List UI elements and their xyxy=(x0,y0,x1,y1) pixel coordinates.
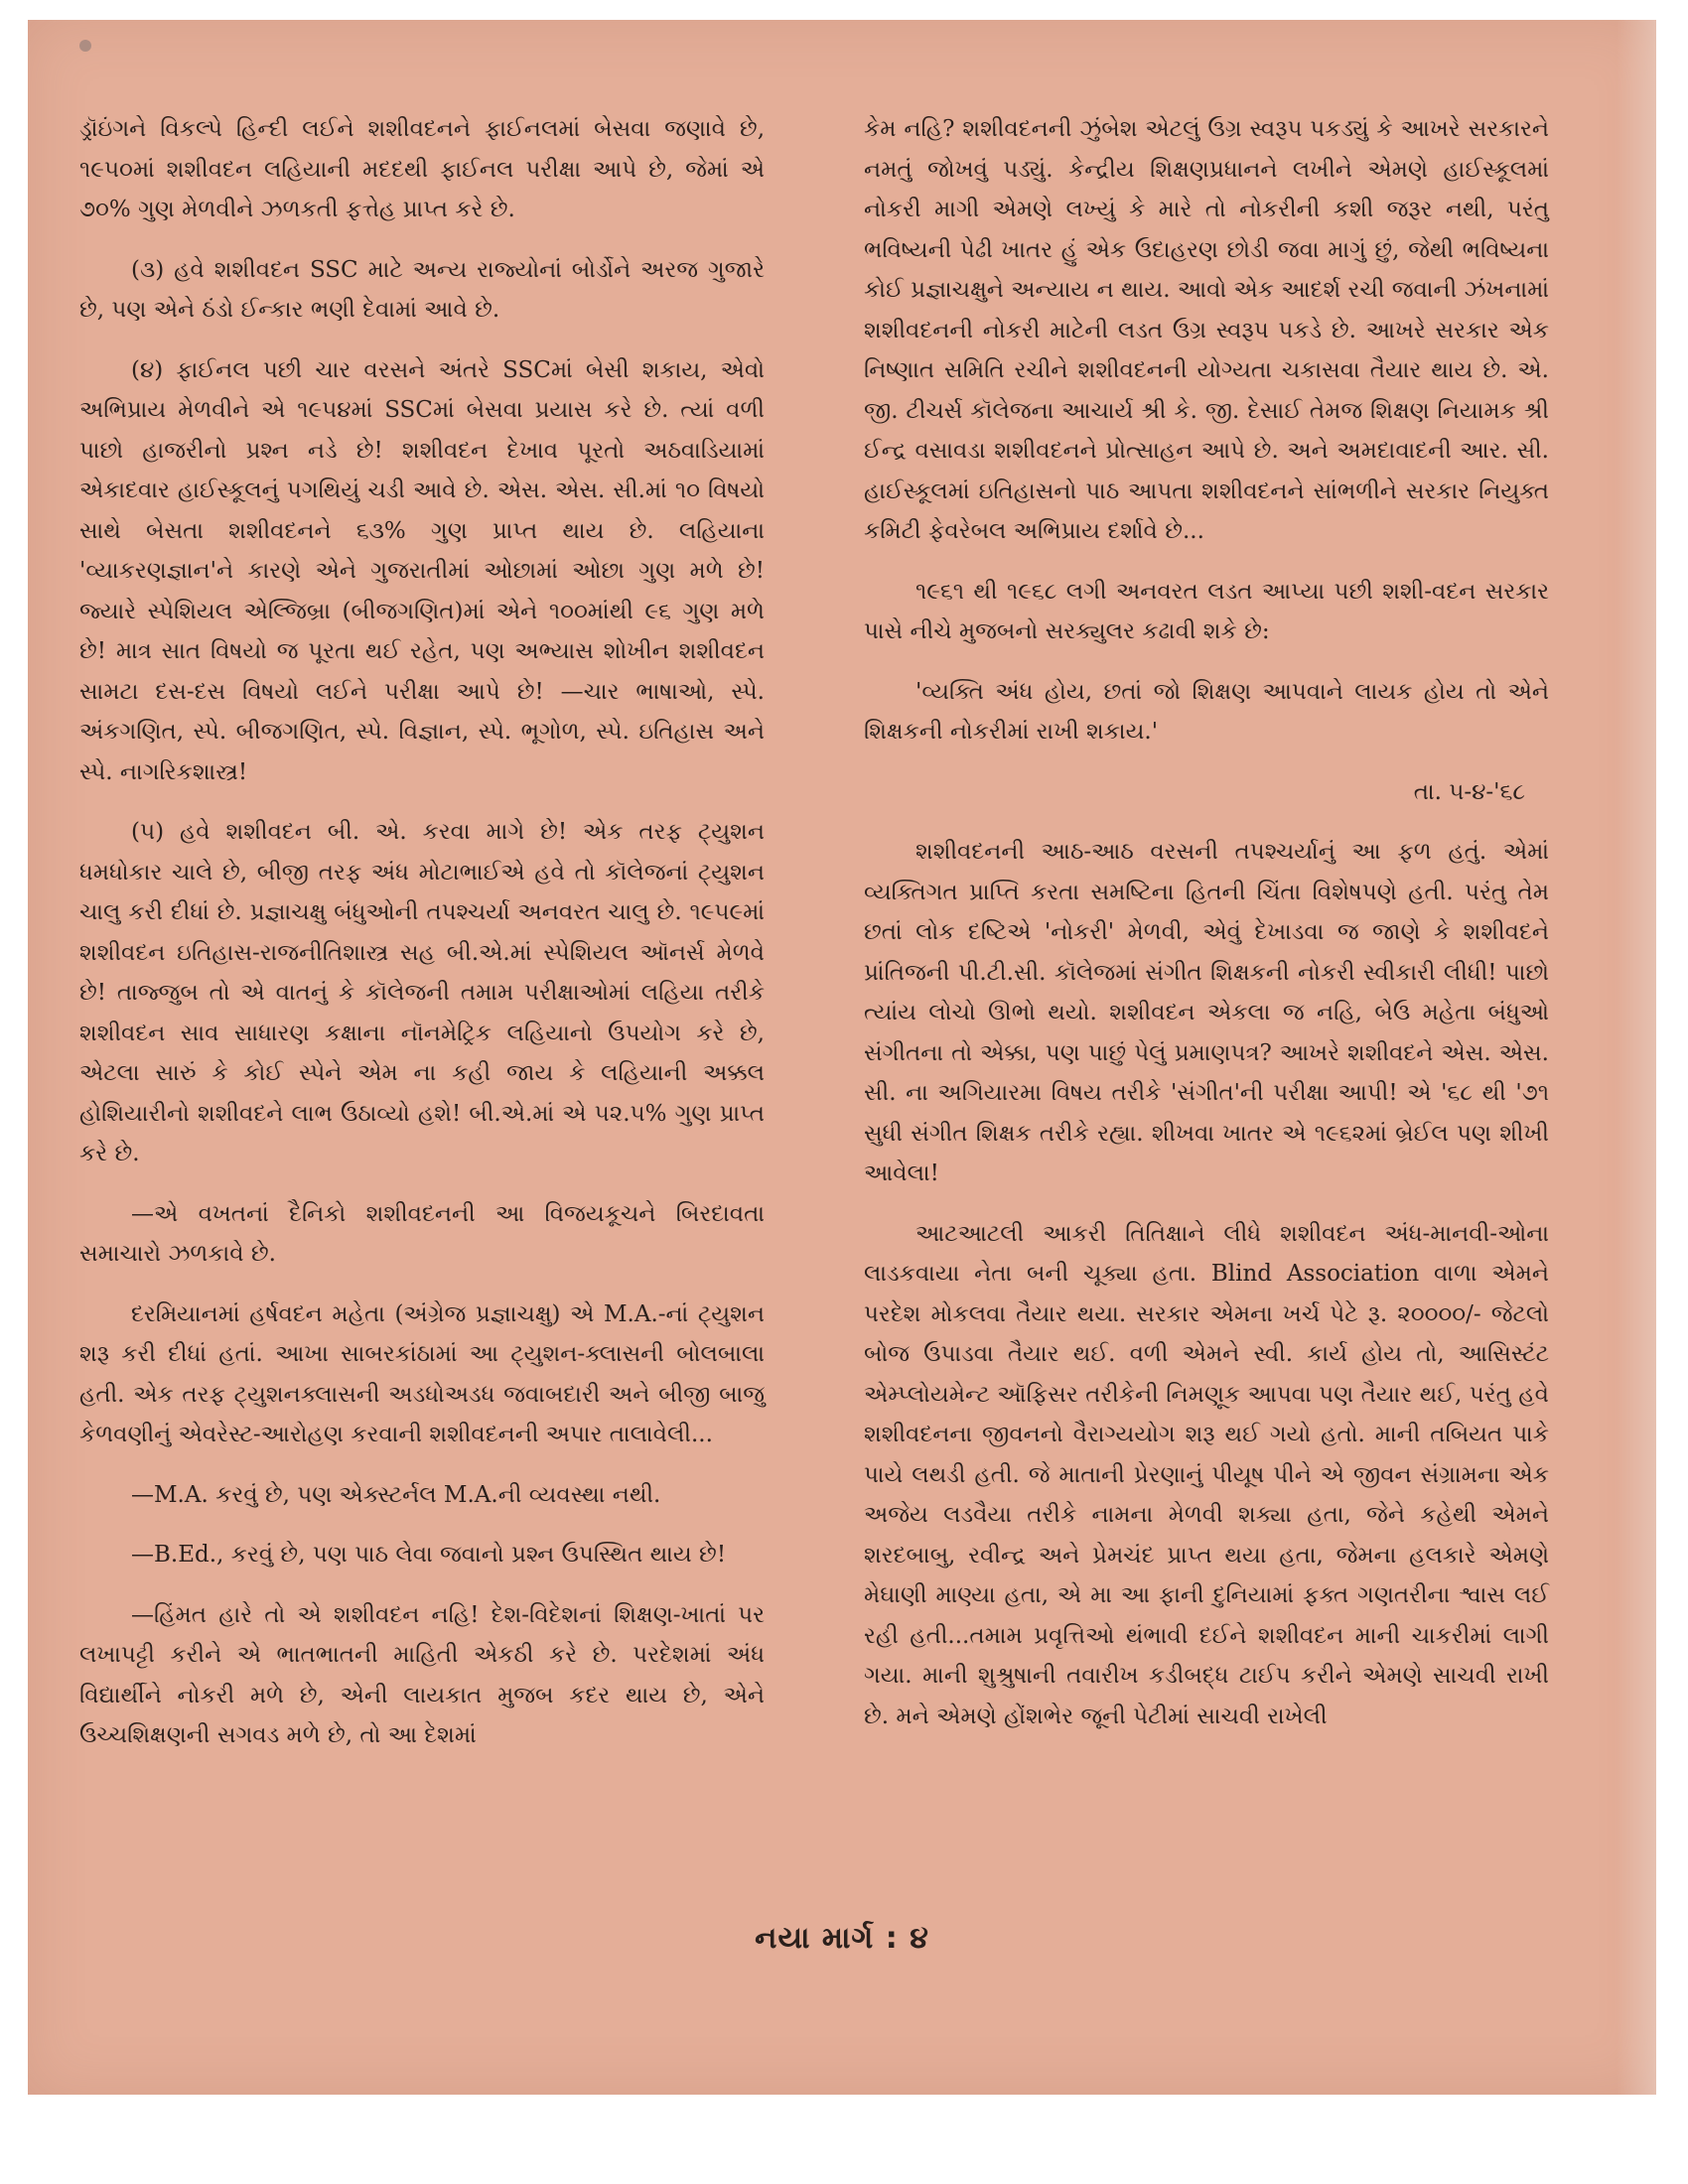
left-paragraph-3: (૪) ફાઈનલ પછી ચાર વરસને અંતરે SSCમાં બેસી શકાય, એવો અભિપ્રાય મેળવીને એ ૧૯૫૪માં SSCમાં બેસવા પ્રયાસ કરે છે. ત્યાં વળી પાછો હાજરીનો પ્રશ્ન નડે છે! શશીવદન દેખાવ પૂરતો અઠવાડિયામાં એકાદવાર હાઈસ્કૂલનું પગથિયું ચડી આવે છે. એસ. એસ. સી.માં ૧૦ વિષયો સાથે બેસતા શશીવદનને ૬૩% ગુણ પ્રાપ્ત થાય છે. લહિયાના 'વ્યાકરણજ્ઞાન'ને કારણે એને ગુજરાતીમાં ઓછામાં ઓછા ગુણ મળે છે! જ્યારે સ્પેશિયલ એલ્જિબ્રા (બીજગણિત)માં એને ૧૦૦માંથી ૯૬ ગુણ મળે છે! માત્ર સાત વિષયો જ પૂરતા થઈ રહેત, પણ અભ્યાસ શોખીન શશીવદન સામટા દસ-દસ વિષયો લઈને પરીક્ષા આપે છે! —ચાર ભાષાઓ, સ્પે. અંકગણિત, સ્પે. બીજગણિત, સ્પે. વિજ્ઞાન, સ્પે. ભૂગોળ, સ્પે. ઇતિહાસ અને સ્પે. નાગરિકશાસ્ત્ર! xyxy=(79,356,765,785)
right-paragraph-5: શશીવદનની આઠ-આઠ વરસની તપશ્ચર્યાનું આ ફળ હતું. એમાં વ્યક્તિગત પ્રાપ્તિ કરતા સમષ્ટિના હિતની ચિંતા વિશેષપણે હતી. પરંતુ તેમ છતાં લોક દષ્ટિએ 'નોકરી' મેળવી, એવું દેખાડવા જ જાણે કે શશીવદને પ્રાંતિજની પી.ટી.સી. કૉલેજમાં સંગીત શિક્ષકની નોકરી સ્વીકારી લીધી! પાછો ત્યાંય લોચો ઊભો થયો. શશીવદન એકલા જ નહિ, બેઉ મહેતા બંધુઓ સંગીતના તો એક્કા, પણ પાછું પેલું પ્રમાણપત્ર? આખરે શશીવદને એસ. એસ. સી. ના અગિયારમા વિષય તરીકે 'સંગીત'ની પરીક્ષા આપી! એ '૬૮ થી '૭૧ સુધી સંગીત શિક્ષક તરીકે રહ્યા. શીખવા ખાતર એ ૧૯૬૨માં બ્રેઈલ પણ શીખી આવેલા! xyxy=(864,839,1549,1186)
right-column xyxy=(864,109,1549,1756)
page-mark xyxy=(79,40,91,52)
left-paragraph-6: દરમિયાનમાં હર્ષવદન મહેતા (અંગ્રેજ પ્રજ્ઞાચક્ષુ) એ M.A.-નાં ટ્યુશન શરૂ કરી દીધાં હતાં. આખા સાબરકાંઠામાં આ ટ્યુશન-ક્લાસની બોલબાલા હતી. એક તરફ ટ્યુશનક્લાસની અડધોઅડધ જવાબદારી અને બીજી બાજુ કેળવણીનું એવરેસ્ટ-આરોહણ કરવાની શશીવદનની અપાર તાલાવેલી... xyxy=(79,1300,765,1447)
left-paragraph-2: (૩) હવે શશીવદન SSC માટે અન્ય રાજ્યોનાં બોર્ડોને અરજ ગુજારે છે, પણ એને ઠંડો ઈન્કાર ભણી દેવામાં આવે છે. xyxy=(79,256,765,323)
left-column xyxy=(79,109,765,1776)
right-paragraph-2: ૧૯૬૧ થી ૧૯૬૮ લગી અનવરત લડત આપ્યા પછી શશી-વદન સરકાર પાસે નીચે મુજબનો સરક્યુલર કઢાવી શકે છે: xyxy=(864,578,1549,644)
left-paragraph-9: —હિંમત હારે તો એ શશીવદન નહિ! દેશ-વિદેશનાં શિક્ષણ-ખાતાં પર લખાપટ્ટી કરીને એ ભાતભાતની માહિતી એકઠી કરે છે. પરદેશમાં અંધ વિદ્યાર્થીને નોકરી મળે છે, એની લાયકાત મુજબ કદર થાય છે, એને ઉચ્ચશિક્ષણની સગવડ મળે છે, તો આ દેશમાં xyxy=(79,1601,765,1748)
right-paragraph-3: 'વ્યક્તિ અંધ હોય, છતાં જો શિક્ષણ આપવાને લાયક હોય તો એને શિક્ષકની નોકરીમાં રાખી શકાય.' xyxy=(864,678,1549,745)
page-footer: નયા માર્ગ : ૪ xyxy=(755,1921,929,1956)
right-paragraph-4: તા. ૫-૪-'૬૮ xyxy=(1413,778,1525,805)
left-paragraph-8: —B.Ed., કરવું છે, પણ પાઠ લેવા જવાનો પ્રશ્ન ઉપસ્થિત થાય છે! xyxy=(131,1542,727,1568)
left-paragraph-1: ડ્રૉઇંગને વિકલ્પે હિન્દી લઈને શશીવદનને ફાઈનલમાં બેસવા જણાવે છે, ૧૯૫૦માં શશીવદન લહિયાની મદદથી ફાઈનલ પરીક્ષા આપે છે, જેમાં એ ૭૦% ગુણ મેળવીને ઝળકતી ફત્તેહ પ્રાપ્ત કરે છે. xyxy=(79,116,765,222)
right-paragraph-1: કેમ નહિ? શશીવદનની ઝુંબેશ એટલું ઉગ્ર સ્વરૂપ પકડ્યું કે આખરે સરકારને નમતું જોખવું પડ્યું. કેન્દ્રીય શિક્ષણપ્રધાનને લખીને એમણે હાઈસ્કૂલમાં નોકરી માગી એમણે લખ્યું કે મારે તો નોકરીની કશી જરૂર નથી, પરંતુ ભવિષ્યની પેઢી ખાતર હું એક ઉદાહરણ છોડી જવા માગું છું, જેથી ભવિષ્યના કોઈ પ્રજ્ઞાચક્ષુને અન્યાય ન થાય. આવો એક આદર્શ રચી જવાની ઝંખનામાં શશીવદનની નોકરી માટેની લડત ઉગ્ર સ્વરૂપ પકડે છે. આખરે સરકાર એક નિષ્ણાત સમિતિ રચીને શશીવદનની યોગ્યતા ચકાસવા તૈયાર થાય છે. એ. જી. ટીચર્સ કૉલેજના આચાર્ય શ્રી કે. જી. દેસાઈ તેમજ શિક્ષણ નિયામક શ્રી ઈન્દ્ર વસાવડા શશીવદનને પ્રોત્સાહન આપે છે. અને અમદાવાદની આર. સી. હાઈસ્કૂલમાં ઇતિહાસનો પાઠ આપતા શશીવદનને સાંભળીને સરકાર નિયુક્ત કમિટી ફેવરેબલ અભિપ્રાય દર્શાવે છે... xyxy=(864,116,1549,544)
left-paragraph-4: (૫) હવે શશીવદન બી. એ. કરવા માગે છે! એક તરફ ટ્યુશન ધમધોકાર ચાલે છે, બીજી તરફ અંધ મોટાભાઈએ હવે તો કૉલેજનાં ટ્યુશન ચાલુ કરી દીધાં છે. પ્રજ્ઞાચક્ષુ બંધુઓની તપશ્ચર્યા અનવરત ચાલુ છે. ૧૯૫૯માં શશીવદન ઇતિહાસ-રાજનીતિશાસ્ત્ર સહ બી.એ.માં સ્પેશિયલ ઑનર્સ મેળવે છે! તાજ્જુબ તો એ વાતનું કે કૉલેજની તમામ પરીક્ષાઓમાં લહિયા તરીકે શશીવદન સાવ સાધારણ કક્ષાના નૉનમેટ્રિક લહિયાનો ઉપયોગ કરે છે, એટલા સારું કે કોઈ સ્પેને એમ ના કહી જાય કે લહિયાની અક્કલ હોશિયારીનો શશીવદને લાભ ઉઠાવ્યો હશે! બી.એ.માં એ ૫૨.૫% ગુણ પ્રાપ્ત કરે છે. xyxy=(79,819,765,1166)
left-paragraph-5: —એ વખતનાં દૈનિકો શશીવદનની આ વિજયકૂચને બિરદાવતા સમાચારો ઝળકાવે છે. xyxy=(79,1200,765,1267)
left-paragraph-7: —M.A. કરવું છે, પણ એક્સ્ટર્નલ M.A.ની વ્યવસ્થા નથી. xyxy=(131,1481,661,1508)
magazine-page xyxy=(28,20,1656,2095)
right-paragraph-6: આટઆટલી આકરી તિતિક્ષાને લીધે શશીવદન અંધ-માનવી-ઓના લાડકવાયા નેતા બની ચૂક્યા હતા. Blind Association વાળા એમને પરદેશ મોકલવા તૈયાર થયા. સરકાર એમના ખર્ચ પેટે રૂ. ૨૦૦૦૦/- જેટલો બોજ ઉપાડવા તૈયાર થઈ. વળી એમને સ્વી. કાર્ય હોય તો, આસિસ્ટંટ એમ્પ્લોયમેન્ટ ઑફિસર તરીકેની નિમણૂક આપવા પણ તૈયાર થઈ, પરંતુ હવે શશીવદનના જીવનનો વૈરાગ્યયોગ શરૂ થઈ ગયો હતો. માની તબિયત પાકે પાયે લથડી હતી. જે માતાની પ્રેરણાનું પીયૂષ પીને એ જીવન સંગ્રામના એક અજેય લડવૈયા તરીકે નામના મેળવી શક્યા હતા, જેને કહેથી એમને શરદબાબુ, રવીન્દ્ર અને પ્રેમચંદ પ્રાપ્ત થયા હતા, જેમના હલકારે એમણે મેઘાણી માણ્યા હતા, એ મા આ ફાની દુનિયામાં ફક્ત ગણતરીના શ્વાસ લઈ રહી હતી...તમામ પ્રવૃત્તિઓ થંભાવી દઈને શશીવદન માની ચાકરીમાં લાગી ગયા. માની શુશ્રુષાની તવારીખ કડીબદ્ધ ટાઈપ કરીને એમણે સાચવી રાખી છે. મને એમણે હોંશભેર જૂની પેટીમાં સાચવી રાખેલી xyxy=(864,1220,1549,1729)
